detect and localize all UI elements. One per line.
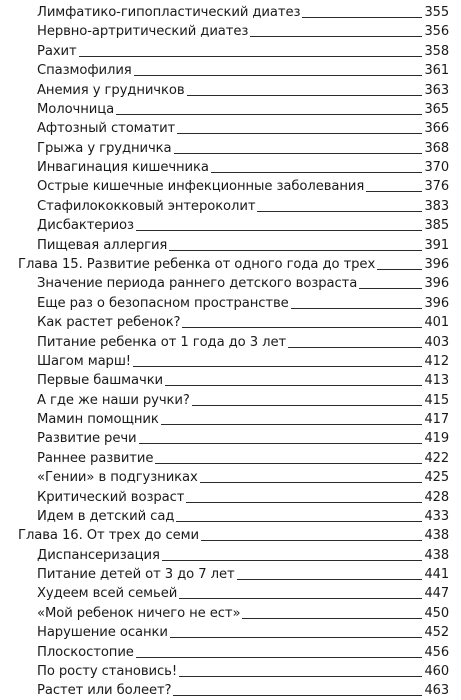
entry-title: Питание ребенка от 1 года до 3 лет: [37, 334, 287, 350]
entry-title: Пищевая аллергия: [37, 237, 168, 253]
page-number: 460: [424, 663, 449, 679]
page-number: 358: [424, 43, 449, 59]
page-number: 368: [424, 140, 449, 156]
page-number: 412: [424, 353, 449, 369]
page-number: 396: [424, 295, 449, 311]
page-number: 452: [424, 625, 449, 641]
entry-title: Идем в детский сад: [37, 508, 175, 524]
entry-title: Первые башмачки: [37, 373, 164, 389]
page-number: 433: [424, 508, 449, 524]
page-number: 370: [424, 160, 449, 175]
entry-title: Грыжа у грудничка: [37, 140, 172, 156]
entry-title: Раннее развитие: [37, 450, 154, 466]
page-number: 396: [424, 276, 449, 292]
entry-title: Критический возраст: [37, 489, 185, 505]
entry-title: Дисбактериоз: [37, 218, 134, 234]
page-number: 401: [424, 315, 449, 331]
page-number: 385: [424, 218, 449, 234]
page-number: 356: [424, 24, 449, 40]
page-number: 413: [424, 373, 449, 389]
entry-title: Молочница: [37, 101, 115, 117]
entry-title: Шагом марш!: [37, 353, 131, 369]
entry-title: Плоскостопие: [37, 644, 134, 660]
page-number: 396: [424, 256, 449, 272]
entry-title: Худеем всей семьей: [37, 586, 178, 602]
entry-title: Стафилококковый энтероколит: [37, 198, 256, 214]
page-number: 355: [424, 5, 449, 20]
page-number: 403: [424, 334, 449, 350]
entry-title: Инвагинация кишечника: [37, 160, 209, 175]
page-number: 428: [424, 489, 449, 505]
entry-title: Мамин помощник: [37, 412, 159, 427]
page-number: 438: [424, 528, 449, 544]
chapter-title: Глава 16. От трех до семи: [18, 528, 199, 544]
page-number: 391: [424, 237, 449, 253]
page-number: 438: [424, 547, 449, 563]
page-number: 419: [424, 431, 449, 447]
leader-line: [173, 695, 422, 696]
page-number: 366: [424, 121, 449, 137]
entry-title: Еще раз о безопасном пространстве: [37, 295, 289, 311]
chapter-title: Глава 15. Развитие ребенка от одного года до трех: [18, 256, 376, 272]
entry-title: По росту становись!: [37, 663, 178, 679]
entry-title: «Гении» в подгузниках: [37, 470, 198, 486]
entry-title: Спазмофилия: [37, 63, 132, 79]
entry-title: Лимфатико-гипопластический диатез: [37, 5, 301, 20]
entry-title: Развитие речи: [37, 431, 137, 447]
page-number: 422: [424, 450, 449, 466]
entry-title: Анемия у грудничков: [37, 82, 185, 98]
entry-title: Афтозный стоматит: [37, 121, 176, 137]
entry-title: Рахит: [37, 43, 77, 59]
page-number: 447: [424, 586, 449, 602]
entry-title: Нарушение осанки: [37, 625, 168, 641]
page-number: 441: [424, 567, 449, 582]
entry-title: Диспансеризация: [37, 547, 160, 563]
page-number: 450: [424, 605, 449, 621]
page-number: 415: [424, 392, 449, 408]
entry-title: Как растет ребенок?: [37, 315, 181, 331]
entry-title: «Мой ребенок ничего не ест»: [37, 605, 241, 621]
page-number: 376: [424, 179, 449, 195]
page-number: 425: [424, 470, 449, 486]
page-number: 363: [424, 82, 449, 98]
entry-title: Острые кишечные инфекционные заболевания: [37, 179, 365, 195]
page-number: 383: [424, 198, 449, 214]
page-number: 463: [424, 683, 449, 699]
entry-title: А где же наши ручки?: [37, 392, 190, 408]
entry-title: Нервно-артритический диатез: [37, 24, 249, 40]
page-number: 456: [424, 644, 449, 660]
page-number: 365: [424, 101, 449, 117]
entry-title: Значение периода раннего детского возраста: [37, 276, 358, 292]
entry-title: Растет или болеет?: [37, 683, 172, 699]
toc-entry-row: [37, 677, 449, 699]
page-number: 361: [424, 63, 449, 79]
page-number: 417: [424, 412, 449, 427]
entry-title: Питание детей от 3 до 7 лет: [37, 567, 235, 582]
